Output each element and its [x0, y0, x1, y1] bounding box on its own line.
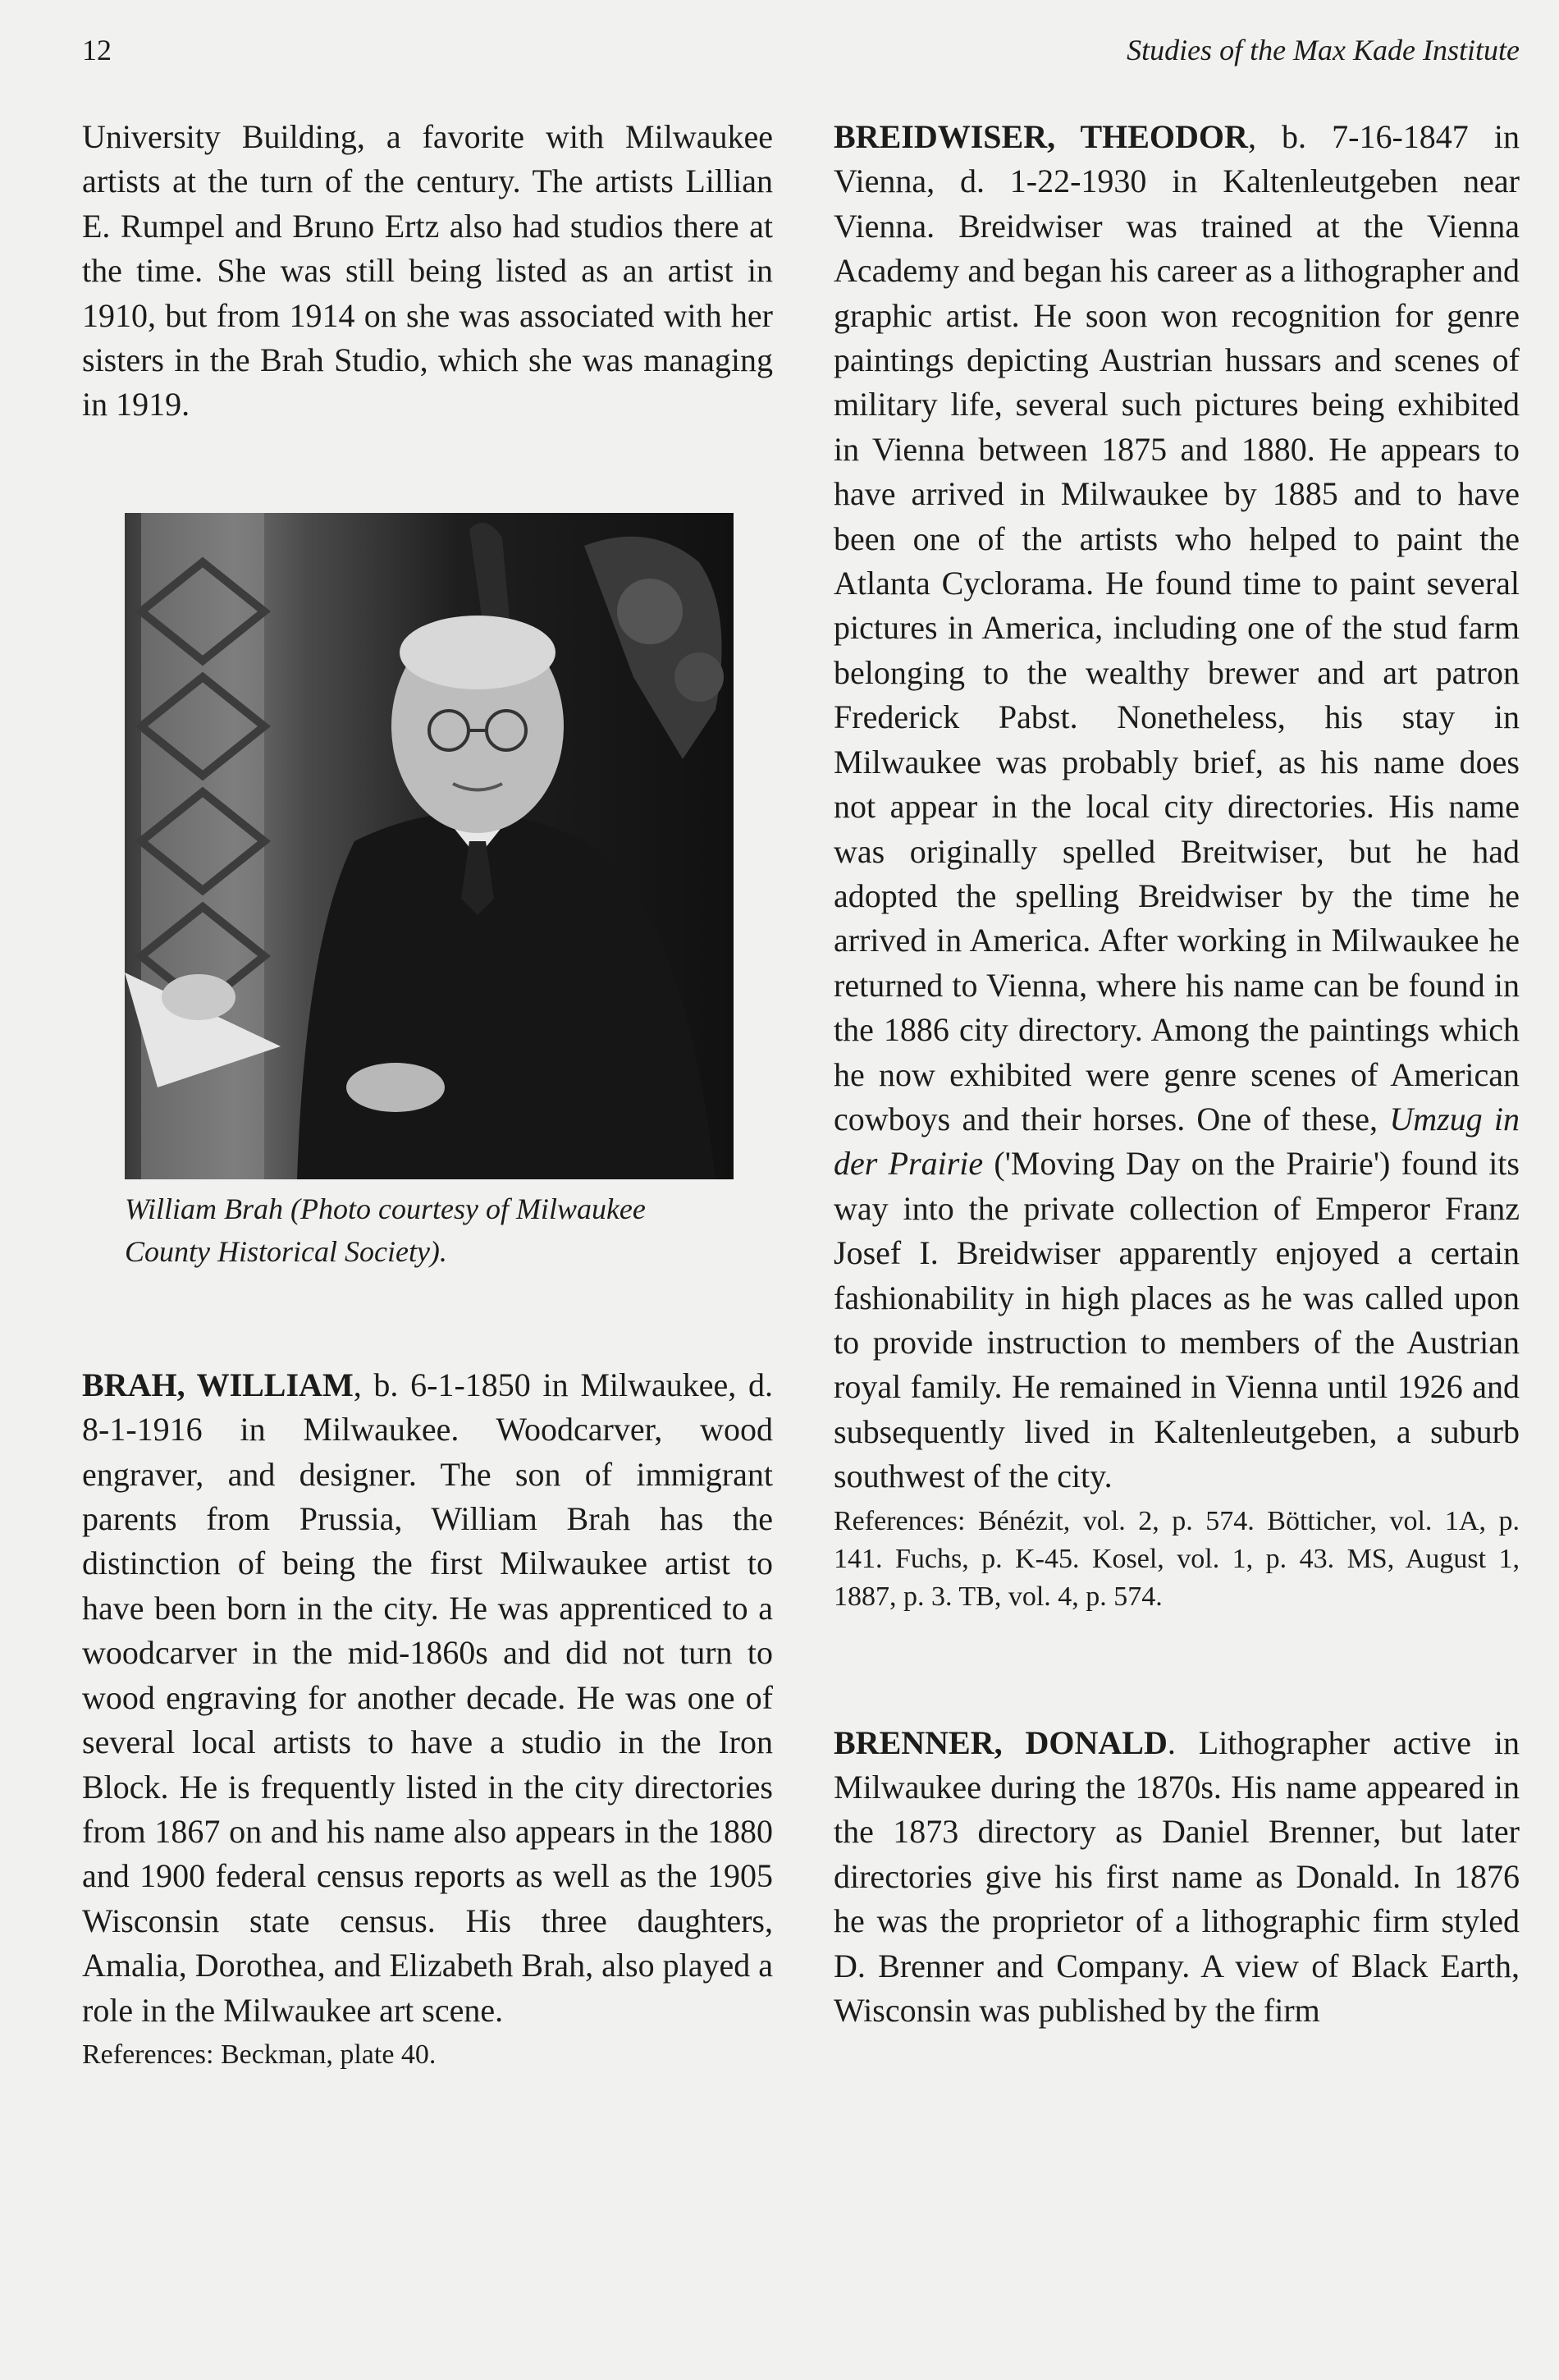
entry-brah-references: References: Beckman, plate 40.: [82, 2039, 437, 2070]
figure-caption: William Brah (Photo courtesy of Milwaukee County Historical Society).: [125, 1192, 646, 1268]
entry-brah-text: , b. 6-1-1850 in Milwaukee, d. 8-1-1916 in Milwaukee. Woodcarver, wood engraver, and designer. The son of immigrant parents from Prussia, William Brah has the distinction of being the first Milwaukee artist to have been born in the city. He was apprenticed to a woodcarver in the mid-1860s and did not turn to wood engraving for another decade. He was one of several local artists to have a studio in the Iron Block. He is frequently listed in the city directories from 1867 on and his name also appears in the 1880 and 1900 federal census reports as well as the 1905 Wisconsin state census. His three daughters, Amalia, Dorothea, and Elizabeth Brah, also played a role in the Milwaukee art scene.: [82, 1366, 773, 2029]
entry-breidwiser-references: References: Bénézit, vol. 2, p. 574. Bötticher, vol. 1A, p. 141. Fuchs, p. K-45. Kosel, vol. 1, p. 43. MS, August 1, 1887, p. 3. TB, vol. 4, p. 574.: [834, 1505, 1520, 1612]
entry-brah: [82, 1363, 773, 2033]
painting-title: Umzug in der Prairie: [834, 1100, 1520, 1183]
page-number: 12: [82, 34, 112, 66]
entry-breidwiser-heading: BREIDWISER, THEODOR: [834, 118, 1248, 155]
running-head: Studies of the Max Kade Institute: [1127, 34, 1520, 66]
continuation-paragraph: University Building, a favorite with Milwaukee artists at the turn of the century. The artists Lillian E. Rumpel and Bruno Ertz also had studios there at the time. She was still being listed as an artist in 1910, but from 1914 on she was associated with her sisters in the Brah Studio, which she was managing in 1919.: [82, 118, 773, 423]
entry-brenner-text: . Lithographer active in Milwaukee during the 1870s. His name appeared in the 1873 directory as Daniel Brenner, but later directories give his first name as Donald. In 1876 he was the proprietor of a lithographic firm styled D. Brenner and Company. A view of Black Earth, Wisconsin was published by the firm: [834, 1723, 1520, 2030]
portrait-figure: [125, 513, 734, 1273]
entry-brenner-heading: BRENNER, DONALD: [834, 1723, 1168, 1761]
right-column: [834, 115, 1520, 2033]
entry-breidwiser-text-continued: ('Moving Day on the Prairie') found its way into the private collection of Emperor Franz Josef I. Breidwiser apparently enjoyed a certain fashionability in high places as he was called upon to provide instruction to members of the Austrian royal family. He remained in Vienna until 1926 and subsequently lived in Kaltenleutgeben, a suburb southwest of the city.: [834, 1145, 1520, 1495]
left-column: [82, 115, 773, 2074]
portrait-photo: [125, 513, 734, 1179]
entry-breidwiser: [834, 115, 1520, 1499]
entry-brah-heading: BRAH, WILLIAM: [82, 1366, 354, 1403]
portrait-illustration: [125, 513, 734, 1179]
entry-brenner: [834, 1721, 1520, 2034]
entry-breidwiser-text: , b. 7-16-1847 in Vienna, d. 1-22-1930 in Kaltenleutgeben near Vienna. Breidwiser was trained at the Vienna Academy and began his career as a lithographer and graphic artist. He soon won recognition for genre paintings depicting Austrian hussars and scenes of military life, several such pictures being exhibited in Vienna between 1875 and 1880. He appears to have arrived in Milwaukee by 1885 and to have been one of the artists who helped to paint the Atlanta Cyclorama. He found time to paint several pictures in America, including one of the stud farm belonging to the wealthy brewer and art patron Frederick Pabst. Nonetheless, his stay in Milwaukee was probably brief, as his name does not appear in the local city directories. His name was originally spelled Breitwiser, but he had adopted the spelling Breidwiser by the time he arrived in America. After working in Milwaukee he returned to Vienna, where his name can be found in the 1886 city directory. Among the paintings which he now exhibited were genre scenes of American cowboys and their horses. One of these,: [834, 118, 1520, 1137]
